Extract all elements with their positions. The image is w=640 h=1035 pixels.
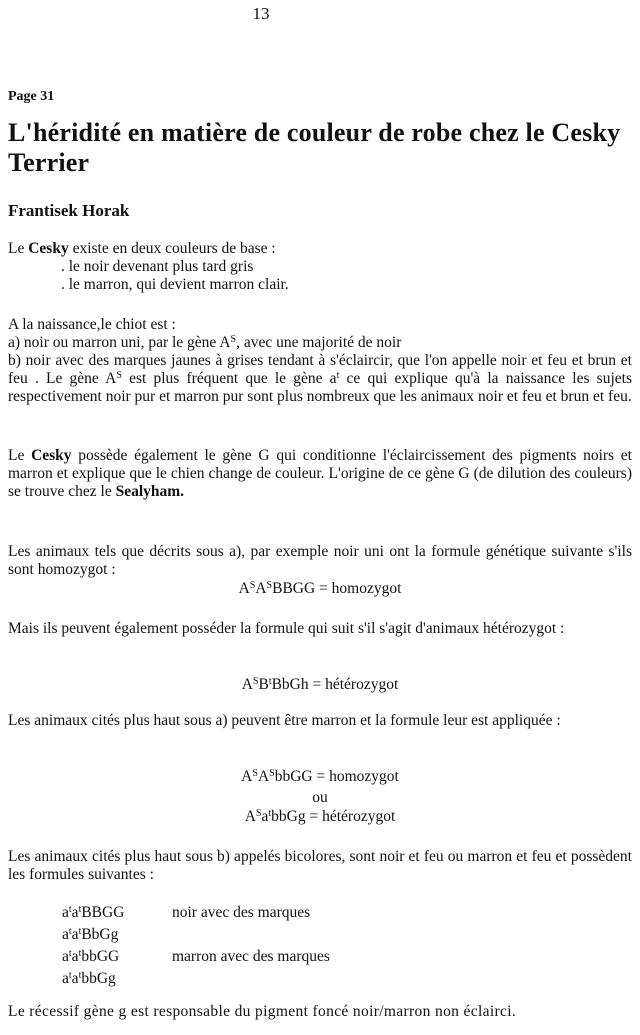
intro-paragraph: Le Cesky existe en deux couleurs de base : . le noir devenant plus tard gris . le marron, qui devient marron clair. xyxy=(8,240,632,294)
list-item: . le marron, qui devient marron clair. xyxy=(61,276,289,293)
table-row xyxy=(62,926,330,948)
genotype-table xyxy=(62,904,330,992)
table-row xyxy=(62,904,330,926)
genotype-formula: $a^ta^tbbGg$ xyxy=(62,970,116,987)
bicolor-paragraph: Les animaux cités plus haut sous b) appelés bicolores, sont noir et feu ou marron et feu et possèdent les formules suivantes : xyxy=(8,848,632,883)
table-row xyxy=(62,970,330,992)
formula-hetero-marron: $A^Sa^tbbGg$ = hétérozygot xyxy=(244,808,396,825)
article-title: L'héridité en matière de couleur de robe chez le Cesky Terrier xyxy=(8,118,621,177)
homozygot-paragraph: Les animaux tels que décrits sous a), par exemple noir uni ont la formule génétique suivante s'ils sont homozygot : xyxy=(8,543,632,578)
formula-hetero-black: $A^SB^tBbGh$ = hétérozygot xyxy=(241,676,399,693)
formula-homozygot-black: $A^SA^SBBGG$ = homozygot xyxy=(238,580,402,597)
genotype-description: marron avec des marques xyxy=(172,948,330,965)
list-item: . le noir devenant plus tard gris xyxy=(61,258,254,275)
hetero-paragraph: Mais ils peuvent également posséder la formule qui suit s'il s'agit d'animaux hétérozygot : xyxy=(8,620,565,637)
formula-or: ou xyxy=(312,789,328,806)
genotype-formula: $a^ta^tBBGG$ xyxy=(62,904,125,921)
birth-paragraph: A la naissance,​le chiot est : a) noir ou marron uni, par le gène $A^S$, avec une majorité de noir b) noir avec des marques jaunes à grises tendant à s'éclaircir, que l'on appelle noir et feu et brun et feu . Le gène $A^S$ est plus fréquent que le gène $a^t$ ce qui explique qu'à la naissance les sujets respectivement noir pur et marron pur sont plus nombreux que les animaux noir et feu et brun et feu. xyxy=(8,316,632,405)
marron-paragraph: Les animaux cités plus haut sous a) peuvent être marron et la formule leur est appliquée : xyxy=(8,712,561,729)
genotype-description xyxy=(172,926,330,948)
genotype-description xyxy=(172,970,330,992)
genotype-description: noir avec des marques xyxy=(172,904,311,921)
gene-g-paragraph: Le Cesky possède également le gène G qui conditionne l'éclaircissement des pigments noirs et marron et explique que le chien change de couleur. L'origine de ce gène G (de dilution des couleurs) se trouve chez le Sealyham. xyxy=(8,447,632,500)
author-name: Frantisek Horak xyxy=(8,201,130,220)
page-number: 13 xyxy=(252,4,270,23)
page-reference: Page 31 xyxy=(8,89,55,104)
table-row xyxy=(62,948,330,970)
genotype-formula: $a^ta^tBbGg$ xyxy=(62,926,119,943)
formula-homozygot-marron: $A^SA^SbbGG$ = homozygot xyxy=(241,768,399,785)
genotype-formula: $a^ta^tbbGG$ xyxy=(62,948,120,965)
closing-paragraph: Le récessif gène g est responsable du pigment foncé noir/marron non éclairci. xyxy=(8,1003,517,1020)
